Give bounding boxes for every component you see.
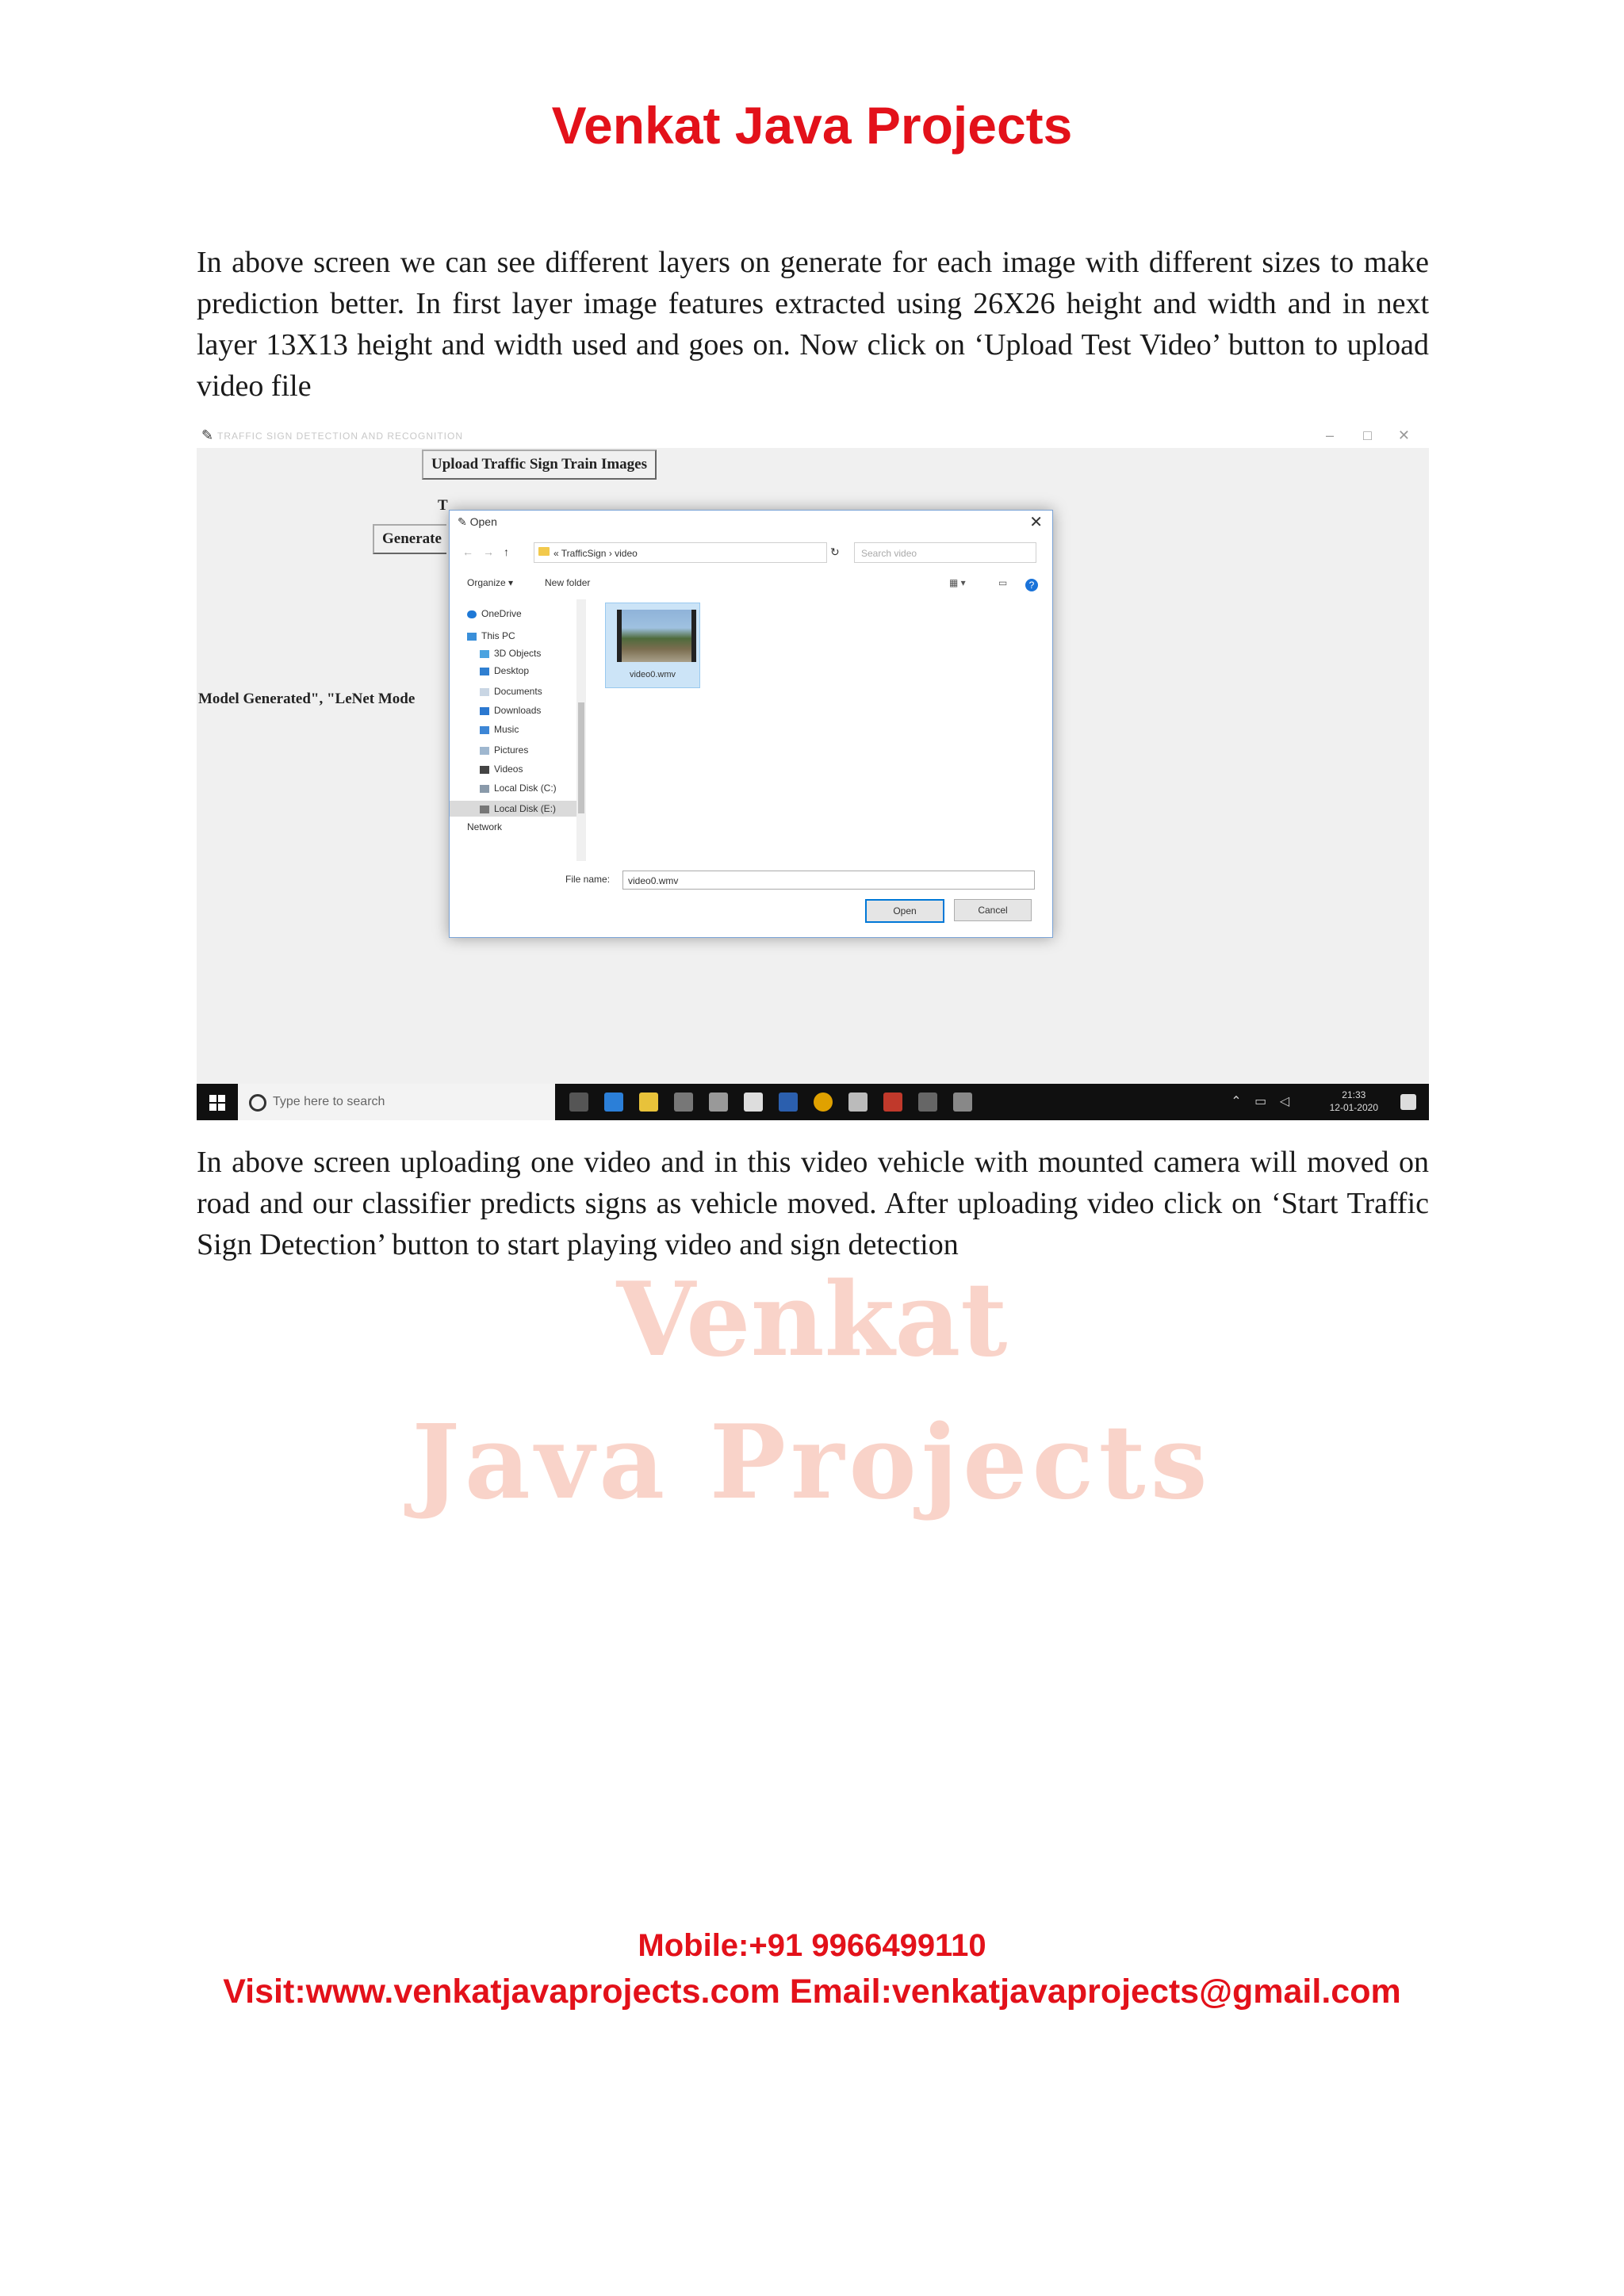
maximize-icon[interactable]: □ — [1363, 427, 1372, 443]
watermark-line1: Venkat — [616, 1261, 1008, 1380]
drive-icon — [480, 806, 489, 813]
back-icon[interactable]: ← — [462, 545, 473, 558]
python-icon[interactable] — [953, 1093, 972, 1112]
path-field[interactable]: « TrafficSign › video — [534, 542, 827, 563]
nav-documents[interactable]: Documents — [480, 683, 542, 699]
footer-contact: Visit:www.venkatjavaprojects.com Email:venkatjavaprojects@gmail.com — [223, 1973, 1401, 2011]
filename-input[interactable]: video0.wmv — [622, 871, 1035, 890]
pictures-icon — [480, 747, 489, 755]
generate-button[interactable]: Generate — [373, 524, 446, 554]
nav-pictures[interactable]: Pictures — [480, 742, 528, 758]
mail-icon[interactable] — [709, 1093, 728, 1112]
nav-music[interactable]: Music — [480, 721, 519, 737]
edge-icon[interactable] — [604, 1093, 623, 1112]
notifications-icon[interactable] — [1400, 1094, 1416, 1110]
page-title: Venkat Java Projects — [551, 96, 1073, 155]
app-screenshot — [197, 424, 1429, 1120]
scroll-thumb[interactable] — [578, 702, 584, 813]
drive-icon — [480, 785, 489, 793]
window-title: TRAFFIC SIGN DETECTION AND RECOGNITION — [217, 430, 464, 442]
dialog-close-icon[interactable]: ✕ — [1029, 514, 1043, 531]
file-name: video0.wmv — [629, 670, 676, 679]
taskbar-search-input[interactable]: Type here to search — [238, 1084, 555, 1120]
paragraph-description: In above screen uploading one video and in this video vehicle with mounted camera will moved on road and our classifier predicts signs as vehicle moved. After uploading video click on ‘Start Traffic Sign Detection’ button to start playing video and sign detection — [197, 1146, 1429, 1261]
nav-network[interactable]: Network — [467, 823, 503, 831]
filename-label: File name: — [565, 874, 611, 885]
video-thumbnail — [617, 610, 696, 662]
feather-icon: ✎ — [201, 427, 214, 443]
computer-icon — [467, 633, 477, 641]
paragraph-intro: In above screen we can see different layers on generate for each image with different sizes to make prediction better. In first layer image features extracted using 26X26 height and width and in next layer 13X13 height and width used and goes on. Now click on ‘Upload Test Video’ button to upload video file — [197, 246, 1429, 403]
app-icon[interactable] — [918, 1093, 937, 1112]
taskbar — [197, 1084, 1429, 1120]
app-icon[interactable] — [848, 1093, 868, 1112]
notepad-icon[interactable] — [744, 1093, 763, 1112]
preview-pane-icon[interactable]: ▭ — [998, 577, 1008, 588]
up-icon[interactable]: ↑ — [504, 545, 509, 558]
chrome-icon[interactable] — [814, 1093, 833, 1112]
dialog-title: ✎ Open — [458, 515, 497, 528]
model-status-text: Model Generated", "LeNet Mode — [198, 691, 416, 707]
desktop-icon — [480, 668, 489, 675]
taskbar-clock[interactable]: 21:33 12-01-2020 — [1329, 1089, 1378, 1113]
open-button[interactable]: Open — [865, 899, 944, 923]
download-icon — [480, 707, 489, 715]
task-view-icon[interactable] — [569, 1093, 588, 1112]
cloud-icon — [467, 610, 477, 618]
windows-start-icon[interactable] — [209, 1095, 225, 1111]
address-bar — [458, 542, 1044, 564]
word-icon[interactable] — [779, 1093, 798, 1112]
minimize-icon[interactable]: – — [1325, 427, 1334, 443]
nav-scrollbar[interactable] — [576, 599, 586, 861]
watermark-line2: Java Projects — [412, 1403, 1212, 1522]
view-icon[interactable]: ▦ ▾ — [949, 577, 966, 588]
explorer-icon[interactable] — [639, 1093, 658, 1112]
search-input[interactable]: Search video — [854, 542, 1036, 563]
dialog-toolbar — [458, 574, 1044, 593]
nav-videos[interactable]: Videos — [480, 761, 523, 777]
partial-label: T — [438, 497, 448, 514]
cortana-icon — [249, 1094, 266, 1112]
cancel-button[interactable]: Cancel — [954, 899, 1032, 921]
app-icon[interactable] — [883, 1093, 902, 1112]
upload-train-images-button[interactable]: Upload Traffic Sign Train Images — [422, 450, 657, 480]
music-icon — [480, 726, 489, 734]
forward-icon[interactable]: → — [483, 545, 494, 558]
file-item[interactable] — [605, 603, 700, 688]
new-folder-button[interactable]: New folder — [545, 577, 591, 588]
video-icon — [480, 766, 489, 774]
nav-thispc[interactable]: This PC — [467, 628, 515, 644]
nav-3d-objects[interactable]: 3D Objects — [480, 645, 541, 661]
folder-icon — [538, 547, 550, 556]
nav-desktop[interactable]: Desktop — [480, 663, 529, 679]
open-file-dialog — [449, 510, 1053, 938]
document-icon — [480, 688, 489, 696]
nav-local-disk-c[interactable]: Local Disk (C:) — [480, 780, 557, 796]
navigation-pane — [450, 598, 588, 867]
refresh-icon[interactable]: ↻ — [830, 545, 840, 558]
system-tray-icons[interactable]: ⌃ ▭ ◁ — [1231, 1095, 1294, 1108]
store-icon[interactable] — [674, 1093, 693, 1112]
help-icon[interactable]: ? — [1025, 579, 1038, 591]
cube-icon — [480, 650, 489, 658]
window-titlebar — [197, 424, 1429, 448]
close-icon[interactable]: ✕ — [1397, 427, 1410, 443]
footer-mobile: Mobile:+91 9966499110 — [638, 1928, 986, 1963]
nav-local-disk-e[interactable]: Local Disk (E:) — [450, 801, 576, 817]
nav-onedrive[interactable]: OneDrive — [467, 606, 522, 622]
nav-downloads[interactable]: Downloads — [480, 702, 541, 718]
organize-button[interactable]: Organize ▾ — [467, 577, 514, 588]
